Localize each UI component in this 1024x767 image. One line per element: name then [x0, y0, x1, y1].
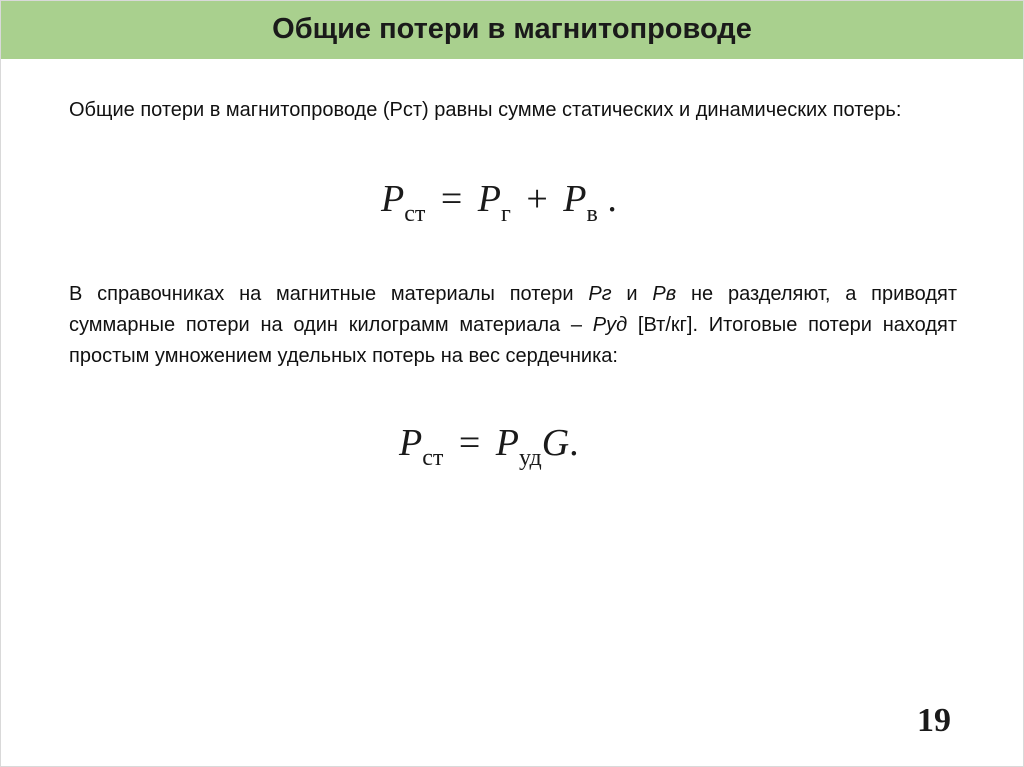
- formula-factor: G: [541, 422, 570, 464]
- formula-period: .: [569, 422, 579, 464]
- formula-total-losses: [381, 177, 617, 226]
- variable-pg: Рг: [588, 283, 612, 305]
- slide-title: Общие потери в магнитопроводе: [272, 13, 752, 45]
- formula-subscript: ст: [422, 445, 444, 471]
- formula-symbol: P: [563, 178, 587, 220]
- text-segment: не разделяют, а приводят суммарные потери на один килограмм материала –: [69, 283, 957, 336]
- formula-plus: +: [526, 178, 548, 220]
- formula-symbol: P: [399, 422, 423, 464]
- formula-equals: =: [440, 178, 463, 220]
- formula-specific-losses: [399, 421, 579, 470]
- formula-period: .: [607, 178, 617, 220]
- formula-subscript: ст: [404, 201, 426, 227]
- text-segment: В справочниках на магнитные материалы потери: [69, 283, 589, 305]
- text-segment: и: [611, 283, 653, 305]
- text-segment: [Вт/кг]. Итоговые потери находят простым умножением удельных потерь на вес сердечника:: [69, 314, 957, 367]
- title-bar: [1, 1, 1023, 59]
- formula-symbol: P: [477, 178, 502, 220]
- formula-symbol: P: [381, 178, 405, 220]
- formula-subscript: в: [586, 201, 598, 227]
- variable-pv: Рв: [652, 283, 677, 305]
- variable-pud: Руд: [592, 314, 628, 336]
- page-number: 19: [917, 702, 951, 739]
- formula-subscript: уд: [519, 445, 542, 471]
- formula-equals: =: [458, 422, 481, 464]
- formula-subscript: г: [501, 201, 511, 227]
- paragraph-total-losses: Общие потери в магнитопроводе (Рст) равны сумме статических и динамических потерь:: [69, 99, 902, 121]
- paragraph-specific-losses: [69, 279, 957, 372]
- formula-symbol: P: [495, 422, 520, 464]
